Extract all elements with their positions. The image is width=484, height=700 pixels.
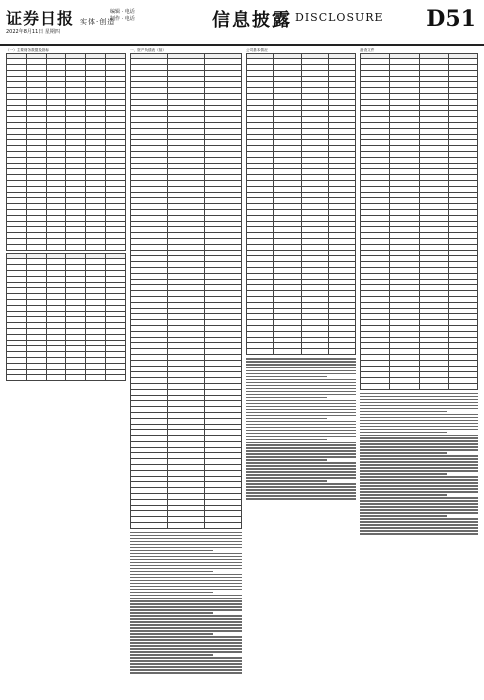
text-line bbox=[246, 465, 356, 467]
table-cell bbox=[419, 383, 448, 389]
text-line bbox=[246, 403, 356, 405]
column-3-table bbox=[246, 53, 356, 355]
masthead-tag: 实体·创造 bbox=[80, 18, 116, 26]
text-line bbox=[130, 651, 242, 653]
text-line bbox=[246, 397, 327, 399]
text-line bbox=[246, 430, 356, 432]
text-line bbox=[130, 630, 242, 632]
text-line bbox=[130, 639, 242, 641]
text-line bbox=[246, 498, 356, 500]
text-line bbox=[360, 464, 478, 466]
text-line bbox=[130, 645, 242, 647]
table-cell bbox=[205, 523, 242, 529]
text-line bbox=[360, 482, 478, 484]
text-line bbox=[130, 618, 242, 620]
table-cell bbox=[86, 375, 106, 381]
text-line bbox=[246, 427, 356, 429]
text-line bbox=[246, 424, 356, 426]
text-line bbox=[360, 494, 447, 496]
table-cell bbox=[7, 244, 27, 250]
text-line bbox=[246, 459, 327, 461]
text-line bbox=[130, 660, 242, 662]
text-line bbox=[130, 606, 242, 608]
text-line bbox=[130, 580, 242, 582]
issue-date: 2022年8月11日 星期四 bbox=[6, 29, 60, 35]
text-line bbox=[360, 414, 478, 416]
text-line bbox=[130, 547, 242, 549]
text-line bbox=[360, 426, 478, 428]
table-row bbox=[247, 349, 356, 355]
text-line bbox=[360, 521, 478, 523]
text-line bbox=[246, 447, 356, 449]
text-line bbox=[246, 480, 327, 482]
editor-info bbox=[110, 9, 135, 23]
table-cell bbox=[66, 375, 86, 381]
text-line bbox=[246, 388, 356, 390]
page-header bbox=[0, 0, 484, 46]
text-line bbox=[360, 470, 478, 472]
text-line bbox=[360, 461, 478, 463]
table-row bbox=[7, 244, 126, 250]
text-line bbox=[246, 433, 356, 435]
column-3-text-lines bbox=[246, 358, 356, 500]
text-line bbox=[246, 471, 356, 473]
column-1-title: （一）主要财务数据及指标 bbox=[6, 48, 50, 52]
column-1 bbox=[6, 48, 126, 688]
column-3 bbox=[246, 48, 356, 688]
masthead-title: 证券日报 bbox=[6, 9, 75, 28]
text-line bbox=[246, 379, 356, 381]
text-line bbox=[130, 609, 242, 611]
table-cell bbox=[361, 383, 390, 389]
text-line bbox=[130, 669, 242, 671]
text-line bbox=[130, 571, 213, 573]
table-cell bbox=[46, 375, 66, 381]
text-line bbox=[360, 479, 478, 481]
text-line bbox=[360, 527, 478, 529]
text-line bbox=[246, 492, 356, 494]
text-line bbox=[360, 417, 478, 419]
text-line bbox=[246, 483, 356, 485]
text-line bbox=[360, 518, 478, 520]
table-cell bbox=[86, 244, 106, 250]
text-line bbox=[130, 577, 242, 579]
text-line bbox=[360, 396, 478, 398]
text-line bbox=[246, 376, 327, 378]
text-line bbox=[246, 489, 356, 491]
text-line bbox=[130, 583, 242, 585]
text-line bbox=[360, 446, 478, 448]
column-2 bbox=[130, 48, 242, 688]
text-line bbox=[246, 418, 327, 420]
text-line bbox=[130, 562, 242, 564]
text-line bbox=[246, 385, 356, 387]
text-line bbox=[246, 394, 356, 396]
table-cell bbox=[26, 244, 46, 250]
text-line bbox=[246, 450, 356, 452]
table-cell bbox=[301, 349, 328, 355]
text-line bbox=[246, 474, 356, 476]
text-line bbox=[360, 405, 478, 407]
text-line bbox=[360, 411, 447, 413]
text-line bbox=[360, 473, 447, 475]
table-cell bbox=[106, 375, 126, 381]
column-2-text-lines bbox=[130, 532, 242, 674]
page-body bbox=[6, 48, 478, 694]
text-line bbox=[130, 648, 242, 650]
text-line bbox=[130, 592, 213, 594]
text-line bbox=[246, 373, 356, 375]
text-line bbox=[130, 600, 242, 602]
column-4-text-lines bbox=[360, 393, 478, 535]
text-line bbox=[360, 506, 478, 508]
text-line bbox=[360, 476, 478, 478]
text-line bbox=[130, 586, 242, 588]
table-row bbox=[131, 523, 242, 529]
table-cell bbox=[390, 383, 419, 389]
text-line bbox=[130, 565, 242, 567]
text-line bbox=[130, 568, 242, 570]
text-line bbox=[360, 429, 478, 431]
table-cell bbox=[7, 375, 27, 381]
text-line bbox=[360, 491, 478, 493]
text-line bbox=[130, 666, 242, 668]
table-cell bbox=[274, 349, 301, 355]
text-line bbox=[360, 432, 447, 434]
text-line bbox=[360, 467, 478, 469]
text-line bbox=[130, 598, 242, 600]
text-line bbox=[246, 436, 356, 438]
text-line bbox=[130, 538, 242, 540]
text-line bbox=[360, 393, 478, 395]
text-line bbox=[360, 497, 478, 499]
text-line bbox=[360, 455, 478, 457]
text-line bbox=[360, 399, 478, 401]
text-line bbox=[130, 559, 242, 561]
text-line bbox=[246, 495, 356, 497]
text-line bbox=[130, 541, 242, 543]
text-line bbox=[246, 477, 356, 479]
text-line bbox=[130, 627, 242, 629]
column-4-table bbox=[360, 53, 478, 390]
text-line bbox=[360, 452, 447, 454]
text-line bbox=[360, 443, 478, 445]
text-line bbox=[360, 524, 478, 526]
text-line bbox=[130, 589, 242, 591]
text-line bbox=[246, 442, 356, 444]
text-line bbox=[130, 544, 242, 546]
text-line bbox=[130, 654, 213, 656]
text-line bbox=[360, 420, 478, 422]
text-line bbox=[246, 456, 356, 458]
text-line bbox=[360, 533, 478, 535]
text-line bbox=[360, 500, 478, 502]
table-cell bbox=[168, 523, 205, 529]
text-line bbox=[360, 408, 478, 410]
table-cell bbox=[106, 244, 126, 250]
text-line bbox=[246, 391, 356, 393]
text-line bbox=[130, 642, 242, 644]
text-line bbox=[246, 382, 356, 384]
text-line bbox=[360, 488, 478, 490]
text-line bbox=[246, 364, 356, 366]
table-cell bbox=[46, 244, 66, 250]
text-line bbox=[130, 532, 242, 534]
text-line bbox=[130, 615, 242, 617]
section-title-en: DISCLOSURE bbox=[295, 11, 384, 24]
text-line bbox=[130, 624, 242, 626]
table-cell bbox=[448, 383, 477, 389]
text-line bbox=[130, 633, 213, 635]
section-title: 信息披露 bbox=[212, 10, 292, 31]
text-line bbox=[360, 435, 478, 437]
text-line bbox=[246, 367, 356, 369]
table-cell bbox=[66, 244, 86, 250]
text-line bbox=[246, 486, 356, 488]
text-line bbox=[360, 503, 478, 505]
text-line bbox=[360, 440, 478, 442]
text-line bbox=[130, 657, 242, 659]
table-row bbox=[7, 375, 126, 381]
text-line bbox=[246, 406, 356, 408]
page-number: D51 bbox=[426, 6, 476, 32]
text-line bbox=[360, 437, 478, 439]
table-cell bbox=[131, 523, 168, 529]
text-line bbox=[246, 462, 356, 464]
text-line bbox=[246, 412, 356, 414]
column-2-title: 一、资产负债表（续） bbox=[130, 48, 166, 52]
editor-line-1: 编辑 · 电话 bbox=[110, 9, 135, 15]
text-line bbox=[246, 409, 356, 411]
text-line bbox=[360, 485, 478, 487]
text-line bbox=[130, 672, 242, 674]
text-line bbox=[360, 423, 478, 425]
text-line bbox=[130, 612, 213, 614]
text-line bbox=[130, 553, 242, 555]
table-cell bbox=[328, 349, 355, 355]
table-cell bbox=[26, 375, 46, 381]
text-line bbox=[360, 515, 447, 517]
text-line bbox=[246, 400, 356, 402]
text-line bbox=[130, 556, 242, 558]
text-line bbox=[360, 509, 478, 511]
text-line bbox=[360, 512, 478, 514]
text-line bbox=[130, 574, 242, 576]
text-line bbox=[130, 595, 242, 597]
text-line bbox=[246, 361, 356, 363]
text-line bbox=[130, 663, 242, 665]
text-line bbox=[246, 439, 327, 441]
text-line bbox=[130, 621, 242, 623]
column-1-table bbox=[6, 53, 126, 251]
masthead bbox=[6, 6, 115, 29]
text-line bbox=[130, 535, 242, 537]
table-row bbox=[361, 383, 478, 389]
column-4-title: 备查文件 bbox=[360, 48, 375, 52]
text-line bbox=[360, 449, 478, 451]
text-line bbox=[130, 636, 242, 638]
text-line bbox=[130, 603, 242, 605]
table-cell bbox=[247, 349, 274, 355]
text-line bbox=[246, 358, 356, 360]
column-3-title: 公司基本情况 bbox=[246, 48, 268, 52]
text-line bbox=[246, 444, 356, 446]
column-4 bbox=[360, 48, 478, 688]
column-1-table-2 bbox=[6, 253, 126, 382]
column-2-table bbox=[130, 53, 242, 529]
text-line bbox=[360, 402, 478, 404]
text-line bbox=[246, 468, 356, 470]
editor-line-2: 制作 · 电话 bbox=[110, 16, 135, 22]
text-line bbox=[246, 415, 356, 417]
text-line bbox=[130, 550, 213, 552]
text-line bbox=[246, 453, 356, 455]
text-line bbox=[360, 530, 478, 532]
text-line bbox=[360, 458, 478, 460]
text-line bbox=[246, 370, 356, 372]
text-line bbox=[246, 421, 356, 423]
